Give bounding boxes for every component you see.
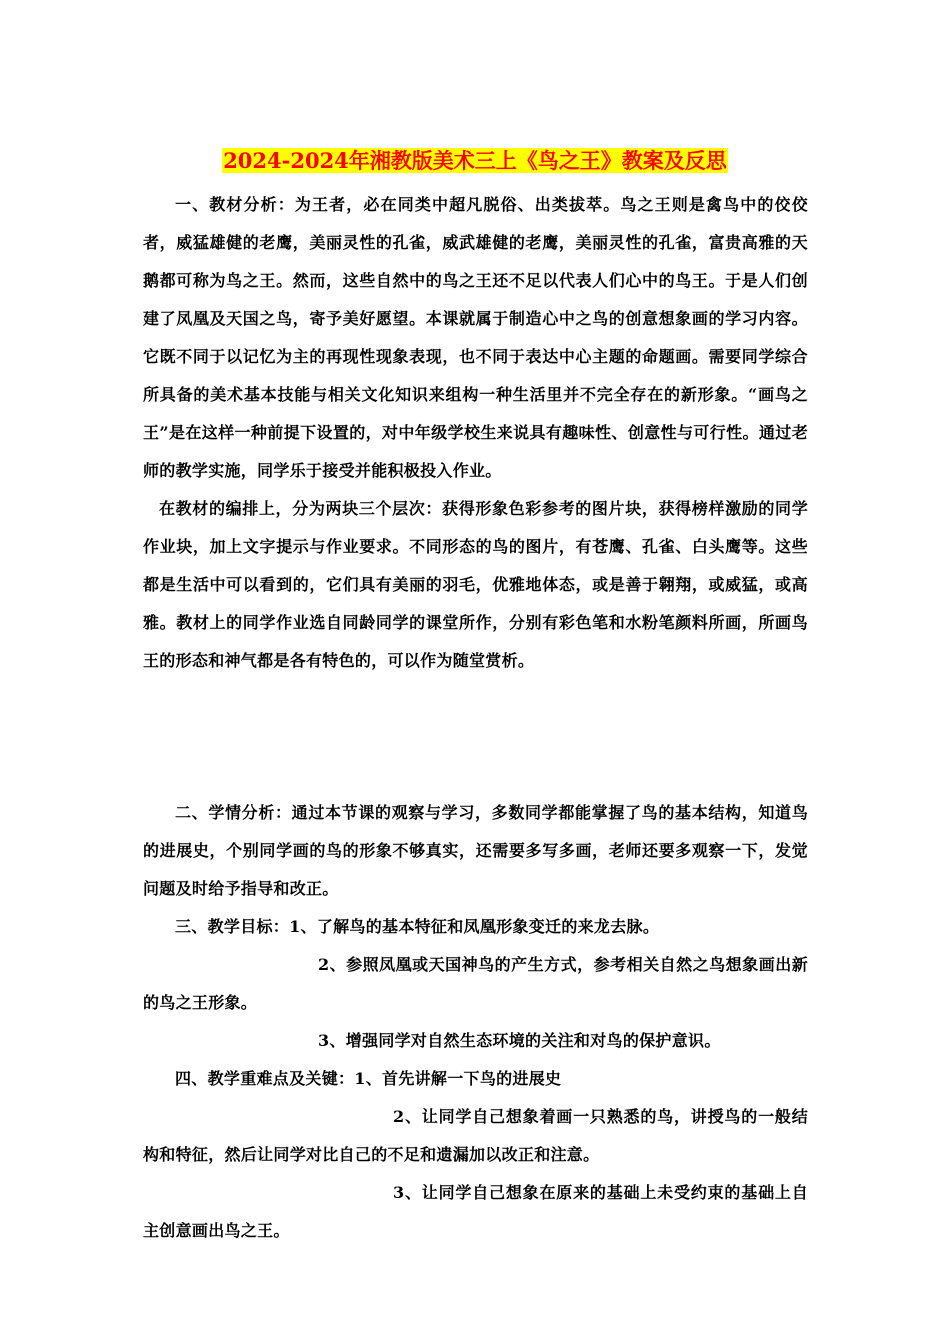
paragraph-goals-heading: 三、教学目标：1、了解鸟的基本特征和凤凰形象变迁的来龙去脉。 (175, 917, 660, 936)
paragraph-textbook-analysis: 一、教材分析：为王者，必在同类中超凡脱俗、出类拔萃。鸟之王则是禽鸟中的佼佼者，威猛雄健的老鹰，美丽灵性的孔雀，威武雄健的老鹰，美丽灵性的孔雀，富贵高雅的天鹅都可称为鸟之王。然而，这些自然中的鸟之王还不足以代表人们心中的鸟王。于是人们创建了凤凰及天国之鸟，寄予美好愿望。本课就属于制造心中之鸟的创意想象画的学习内容。它既不同于以记忆为主的再现性现象表现，也不同于表达中心主题的命题画。需要同学综合所具备的美术基本技能与相关文化知识来组构一种生活里并不完全存在的新形象。“画鸟之王”是在这样一种前提下设置的，对中年级学校生来说具有趣味性、创意性与可行性。通过老师的教学实施，同学乐于接受并能积极投入作业。 (143, 195, 808, 480)
paragraph-keys-heading: 四、教学重难点及关键：1、首先讲解一下鸟的进展史 (175, 1069, 562, 1088)
paragraph-textbook-layout: 在教材的编排上，分为两块三个层次：获得形象色彩参考的图片块，获得榜样激励的同学作业块，加上文字提示与作业要求。不同形态的鸟的图片，有苍鹰、孔雀、白头鹰等。这些都是生活中可以看到的，它们具有美丽的羽毛，优雅地体态，或是善于翱翔，或威猛，或高雅。教材上的同学作业选自同龄同学的课堂所作，分别有彩色笔和水粉笔颜料所画，所画鸟王的形态和神气都是各有特色的，可以作为随堂赏析。 (143, 499, 808, 670)
title-text: 2024-2024年湘教版美术三上《鸟之王》教案及反思 (223, 148, 727, 173)
document-title (0, 147, 950, 175)
paragraph-learning-analysis: 二、学情分析：通过本节课的观察与学习，多数同学都能掌握了鸟的基本结构，知道鸟的进展史，个别同学画的鸟的形象不够真实，还需要多写多画，老师还要多观察一下，发觉问题及时给予指导和改正。 (143, 803, 808, 898)
document-body-top (143, 186, 808, 680)
document-body-bottom (143, 794, 808, 1250)
paragraph-goal-3: 3、增强同学对自然生态环境的关注和对鸟的保护意识。 (318, 1031, 721, 1050)
paragraph-goal-2: 2、参照凤凰或天国神鸟的产生方式，参考相关自然之鸟想象画出新的鸟之王形象。 (143, 955, 808, 1012)
paragraph-key-3: 3、让同学自己想象在原来的基础上未受约束的基础上自主创意画出鸟之王。 (143, 1183, 808, 1240)
paragraph-key-2: 2、让同学自己想象着画一只熟悉的鸟，讲授鸟的一般结构和特征，然后让同学对比自己的不足和遗漏加以改正和注意。 (143, 1107, 808, 1164)
